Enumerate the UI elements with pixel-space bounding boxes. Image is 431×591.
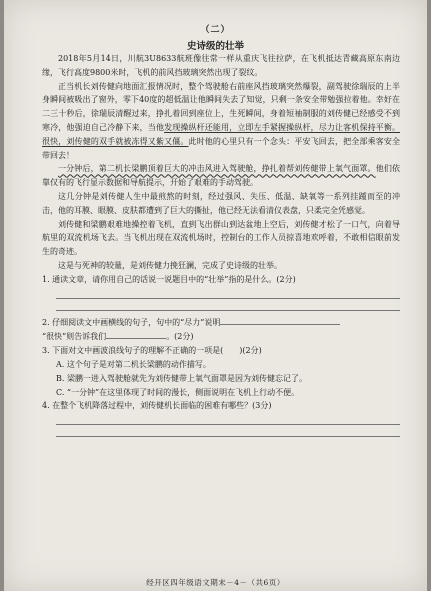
paragraph-4: 这几分钟是刘传健人生中最煎熬的时刻，经过强风、失压、低温、缺氧等一系列挂踵而至的冲击，他的耳膜、眼膜、皮肤都遭到了巨大的撕扯，他已经无法看清仪表盘，只柔完全凭感觉。 [42,191,400,215]
paragraph-5: 刘传健和梁鹏艰难地操控着飞机，直到飞出群山到达盆地上空后，刘传健才松了一口气，向着导航里的双流机场飞去。当飞机出现在双流机场时，控制台的工作人员掠喜地欢呼着，不敢相信眼前发生的奇迹。 [42,219,400,257]
answer-line-1b[interactable] [56,299,400,311]
paragraph-1: 2018年5月14日，川航3U8633航班像往常一样从重庆飞往拉萨，在飞机抵达青藏高原东南边缘，飞行高度9800米时，飞机的前风挡玻璃突然出现了裂纹。 [42,54,400,77]
paragraph-3 [42,162,400,190]
question-2 [42,315,400,345]
page-footer: 经开区四年级语文期末－4－（共6页） [146,578,285,587]
question-2-text-a: 2. 仔细阅读文中画横线的句子，句中的“尽力”说明 [42,317,221,327]
answer-line-1a[interactable] [56,287,400,299]
question-4: 4. 在整个飞机降落过程中，刘传健机长面临的困难有哪些？(3分) [42,401,272,411]
wavy-underlined-sentence: 一分钟后，第二机长梁鹏顶着巨大的冲击风进入驾驶舱，挣扎着帮刘传健带上氧气面罩。 [58,164,376,174]
answer-line-4a[interactable] [56,413,400,425]
paragraph-6: 这是与死神的较量，是刘传健力挽狂澜，完成了史诗级的壮举。 [58,260,282,270]
paragraph-2 [42,80,400,163]
passage-title: 史诗级的壮举 [186,41,244,52]
question-2-score: 。(2分) [166,332,194,342]
paragraph-2-text-b: 此时他的心里只有一个念头：平安飞回去，把全部乘客安全带回去！ [42,136,401,160]
passage-body [42,52,400,437]
option-c[interactable]: C. “一分钟”在这里体现了时间的漫长，侧面说明在飞机上行动不便。 [56,387,300,397]
answer-blank-2a[interactable] [220,315,340,325]
question-1: 1. 通读文章，请你用自己的话说一说题目中的“壮举”指的是什么。(2分) [42,274,296,284]
answer-line-4b[interactable] [56,425,400,437]
answer-blank-2b[interactable] [106,329,166,339]
option-b[interactable]: B. 梁鹏一进入驾驶舱就先为刘传健带上氧气面罩是因为刘传健忘记了。 [56,373,307,383]
question-3: 3. 下面对文中画波浪线句子的理解不正确的一项是( )(2分) [42,346,262,356]
paragraph-3-rest: 他们依靠仅有的飞行显示数据和导航提示，开始了艰难的手动驾驶。 [42,164,400,188]
question-2-text-b: “很快”则告诉我们 [42,332,107,342]
option-a[interactable]: A. 这个句子是对第二机长梁鹏的动作描写。 [56,359,211,369]
section-number: （二） [200,25,231,35]
exam-page [4,0,427,591]
paragraph-2-text-a: 正当机长刘传健向地面汇报情况时，整个驾驶舱右前座风挡玻璃突然爆裂，副驾驶徐瑞辰的上半身瞬间被吸出了窗外，零下40度的超低温让他瞬间失去了知觉，只剩一条安全带勉强拉着他。幸好在二三十秒后，徐瑞辰清醒过来，挣扎着回到座位上，生死瞬间，身着短袖制服的刘传健已经感受不到寒冷，他强迫自己冷静下来，当他 [42,81,400,132]
underlined-sentence: 发现操纵杆还能用，立即左手紧握操纵杆，尽力让客机保持平衡。很快，刘传健的双手就被冻得又紫又僵。 [42,122,400,146]
